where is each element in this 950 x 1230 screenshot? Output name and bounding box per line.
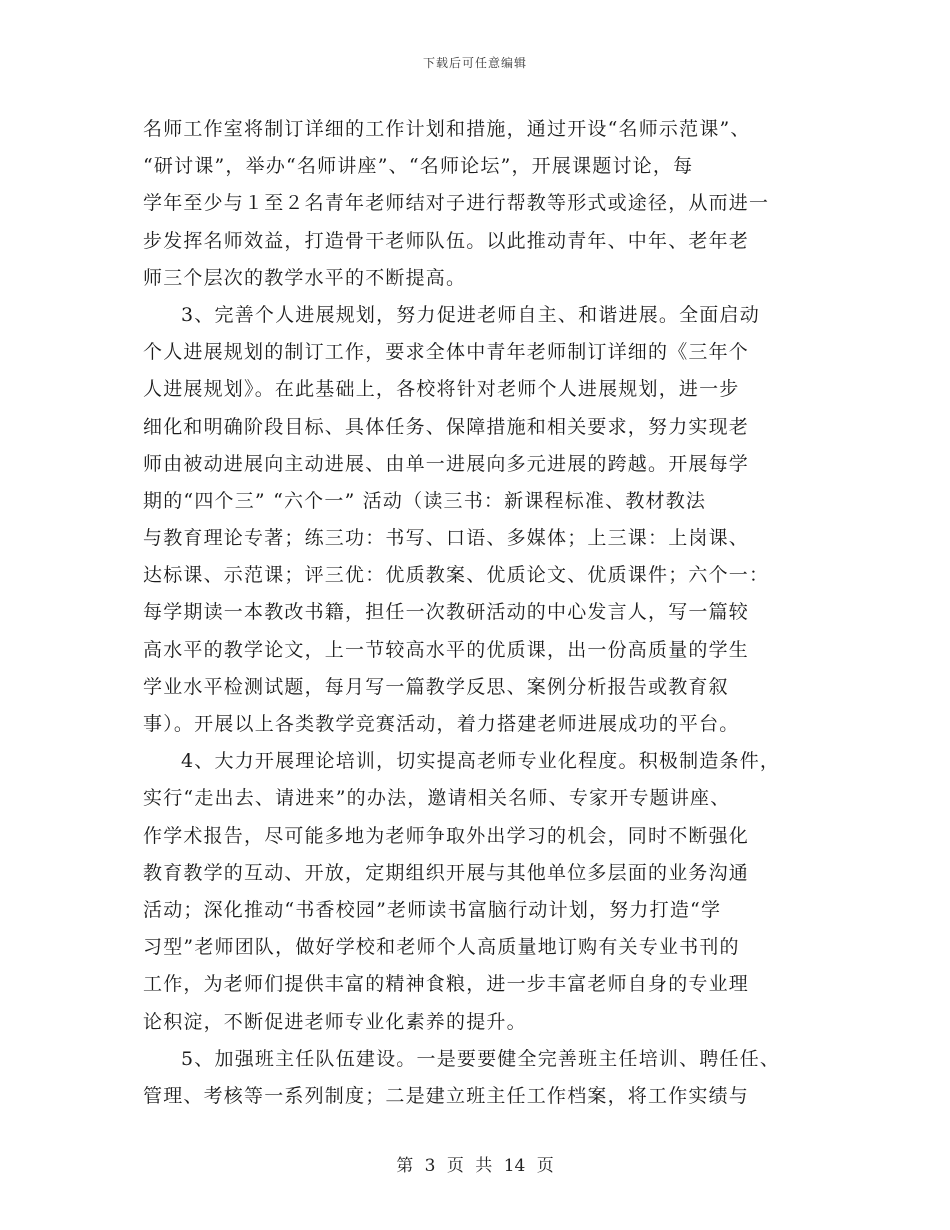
text-line: 每学期读一本教改书籍，担任一次教研活动的中心发言人，写一篇较 — [143, 601, 750, 624]
text-line: 高水平的教学论文，上一节较高水平的优质课，出一份高质量的学生 — [143, 638, 750, 661]
text-line: 师由被动进展向主动进展、由单一进展向多元进展的跨越。开展每学 — [143, 452, 750, 475]
text-line: 作学术报告，尽可能多地为老师争取外出学习的机会，同时不断强化 — [143, 824, 750, 847]
text-line: 事）。开展以上各类教学竞赛活动，着力搭建老师进展成功的平台。 — [143, 713, 740, 735]
text-line: 学业水平检测试题，每月写一篇教学反思、案例分析报告或教育叙 — [143, 675, 729, 698]
page-number: 第 3 页 共 14 页 — [396, 1156, 554, 1176]
text-line: 名师工作室将制订详细的工作计划和措施，通过开设“名师示范课”、 — [143, 118, 751, 140]
text-line: 步发挥名师效益，打造骨干老师队伍。以此推动青年、中年、老年老 — [143, 229, 750, 252]
text-line: 达标课、示范课；评三优：优质教案、优质论文、优质课件；六个一： — [143, 564, 770, 587]
document-body — [143, 111, 823, 1115]
paragraph-start-line: 4、大力开展理论培训，切实提高老师专业化程度。积极制造条件， — [181, 750, 781, 773]
text-line: 人进展规划》。在此基础上，各校将针对老师个人进展规划，进一步 — [143, 378, 740, 401]
text-line: 个人进展规划的制订工作，要求全体中青年老师制订详细的《三年个 — [143, 341, 750, 364]
text-line: 活动；深化推动“书香校园”老师读书富脑行动计划，努力打造“学 — [143, 898, 722, 921]
paragraph-start-line: 3、完善个人进展规划，努力促进老师自主、和谐进展。全面启动 — [181, 303, 760, 326]
paragraph-start-line: 5、加强班主任队伍建设。一是要要健全完善班主任培训、聘任任、 — [181, 1047, 781, 1070]
text-line: 实行“走出去、请进来”的办法，邀请相关名师、专家开专题讲座、 — [143, 787, 731, 810]
text-line: 师三个层次的教学水平的不断提高。 — [143, 266, 467, 289]
text-line: 教育教学的互动、开放，定期组织开展与其他单位多层面的业务沟通 — [143, 861, 750, 884]
text-line: 工作，为老师们提供丰富的精神食粮，进一步丰富老师自身的专业理 — [143, 973, 750, 996]
text-line: 期的“四个三” “六个一” 活动（读三书：新课程标准、教材教法 — [143, 489, 707, 512]
text-line: 学年至少与１至２名青年老师结对子进行帮教等形式或途径，从而进一 — [143, 192, 770, 215]
text-line: 细化和明确阶段目标、具体任务、保障措施和相关要求，努力实现老 — [143, 415, 750, 438]
text-line: 习型”老师团队，做好学校和老师个人高质量地订购有关专业书刊的 — [143, 936, 740, 959]
text-line: 与教育理论专著；练三功：书写、口语、多媒体；上三课：上岗课、 — [143, 527, 750, 550]
text-line: 管理、考核等一系列制度；二是建立班主任工作档案，将工作实绩与 — [143, 1084, 750, 1107]
text-line: “研讨课”，举办“名师讲座”、“名师论坛”，开展课题讨论，每 — [143, 155, 694, 178]
page-header: 下载后可任意编辑 — [422, 56, 527, 70]
text-line: 论积淀，不断促进老师专业化素养的提升。 — [143, 1010, 527, 1033]
